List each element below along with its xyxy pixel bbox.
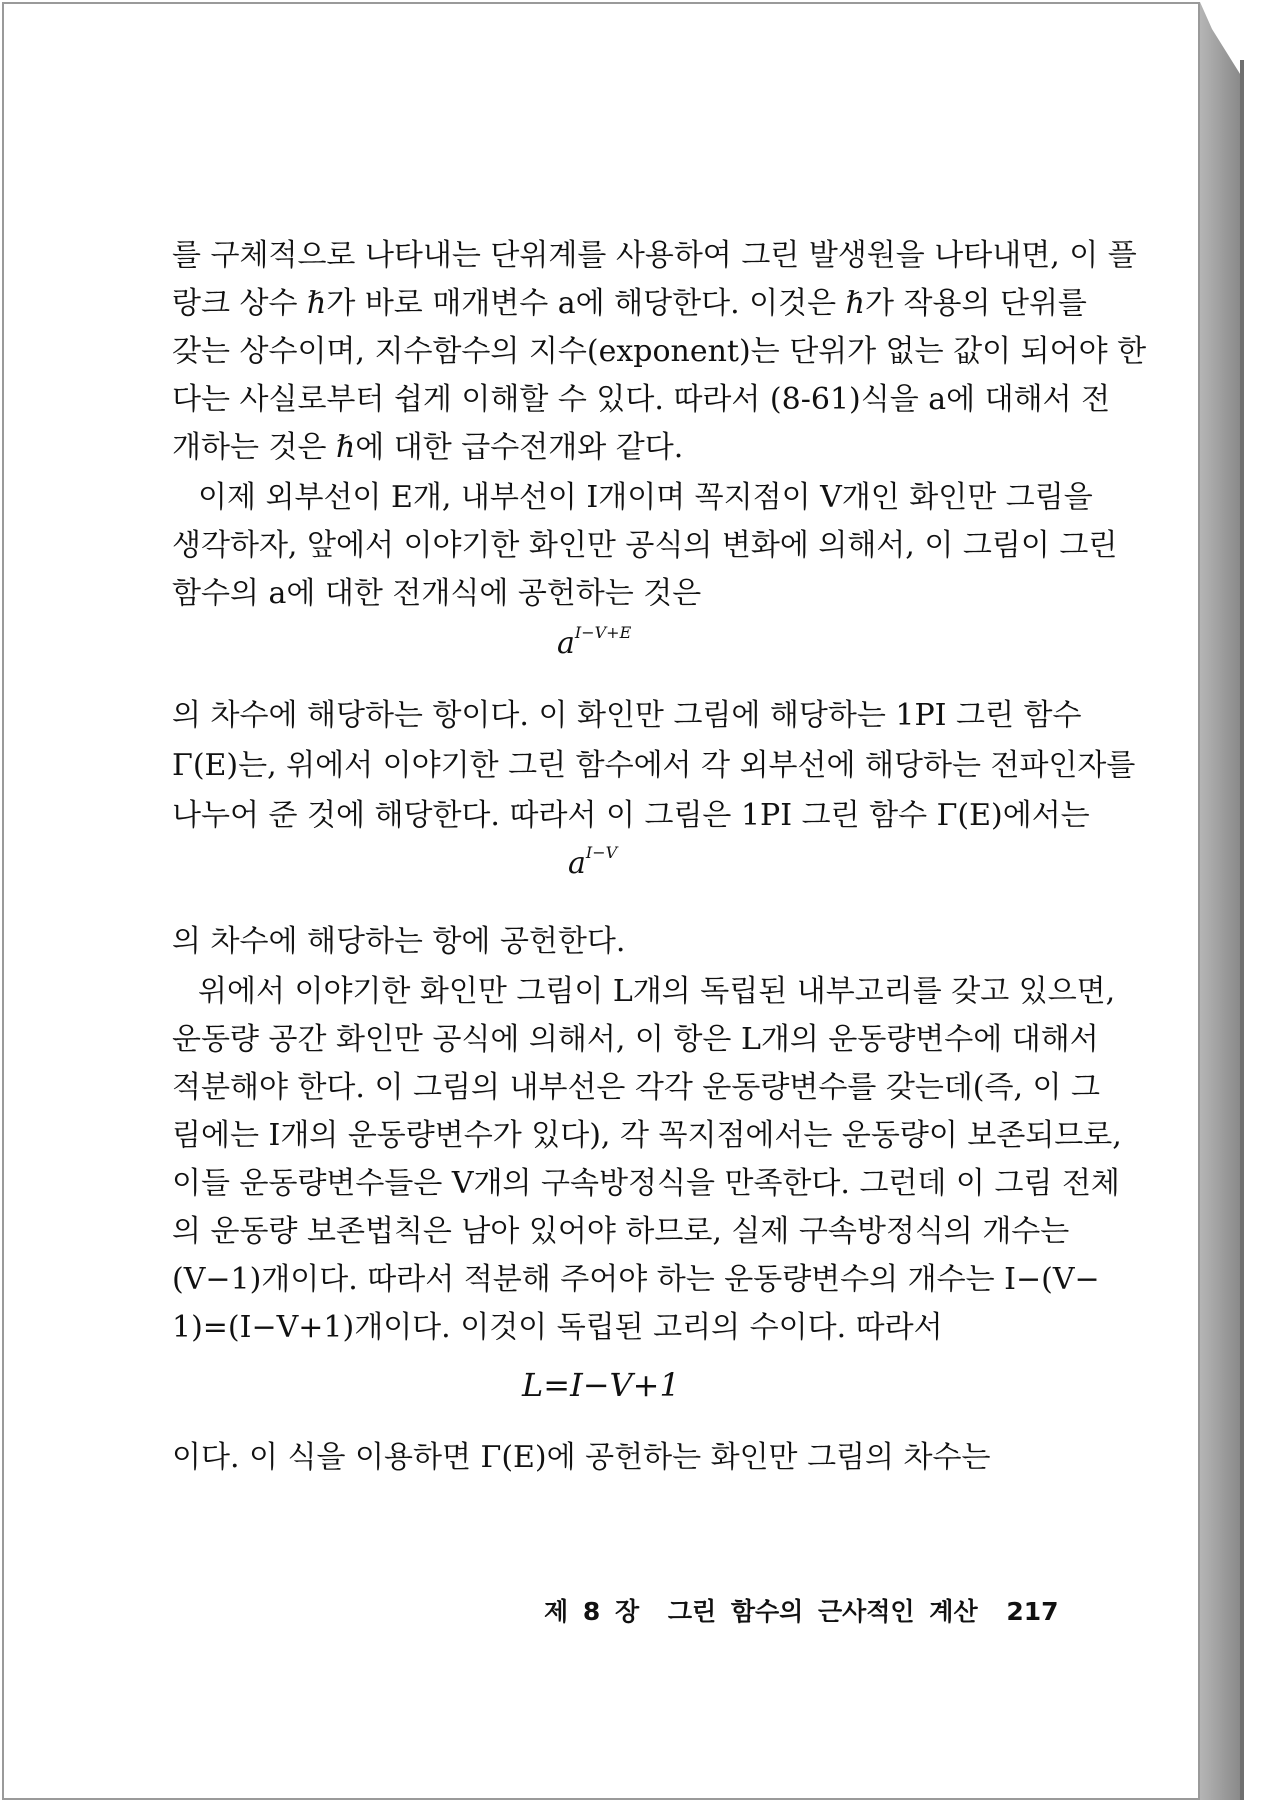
text-line: 랑크 상수 ℏ가 바로 매개변수 a에 해당한다. 이것은 ℏ가 작용의 단위를: [172, 286, 1087, 321]
text-line: 나누어 준 것에 해당한다. 따라서 이 그림은 1PI 그린 함수 Γ(E)에서는: [172, 798, 1090, 833]
text-line: 함수의 a에 대한 전개식에 공헌하는 것은: [172, 576, 702, 611]
equation-2-base: a: [568, 846, 586, 881]
running-footer: [544, 1592, 1059, 1628]
text-line: 이다. 이 식을 이용하면 Γ(E)에 공헌하는 화인만 그림의 차수는: [172, 1440, 991, 1475]
text-line: 의 차수에 해당하는 항이다. 이 화인만 그림에 해당하는 1PI 그린 함수: [172, 698, 1082, 733]
text-line: 의 차수에 해당하는 항에 공헌한다.: [172, 924, 626, 959]
text-line: 적분해야 한다. 이 그림의 내부선은 각각 운동량변수를 갖는데(즉, 이 그: [172, 1070, 1101, 1105]
equation-2-exponent: I−V: [585, 843, 618, 862]
text-line: 이제 외부선이 E개, 내부선이 I개이며 꼭지점이 V개인 화인만 그림을: [198, 480, 1093, 515]
text-line: Γ(E)는, 위에서 이야기한 그린 함수에서 각 외부선에 해당하는 전파인자를: [172, 748, 1136, 783]
footer-chapter: 제 8 장: [544, 1597, 640, 1626]
page-edge-shadow: [1200, 2, 1240, 1800]
equation-1-exponent: I−V+E: [574, 623, 632, 642]
text-line: 1)=(I−V+1)개이다. 이것이 독립된 고리의 수이다. 따라서: [172, 1310, 943, 1345]
page-edge-line: [1240, 60, 1244, 1800]
equation-1: [557, 623, 632, 661]
footer-title: 그린 함수의 근사적인 계산: [667, 1597, 978, 1626]
text-line: 다는 사실로부터 쉽게 이해할 수 있다. 따라서 (8-61)식을 a에 대해서 전: [172, 382, 1111, 417]
book-page: [2, 2, 1200, 1800]
text-line: 를 구체적으로 나타내는 단위계를 사용하여 그린 발생원을 나타내면, 이 플: [172, 238, 1137, 273]
text-line: 림에는 I개의 운동량변수가 있다), 각 꼭지점에서는 운동량이 보존되므로,: [172, 1118, 1122, 1153]
text-line: 의 운동량 보존법칙은 남아 있어야 하므로, 실제 구속방정식의 개수는: [172, 1214, 1070, 1249]
text-line: 개하는 것은 ℏ에 대한 급수전개와 같다.: [172, 430, 684, 465]
equation-1-base: a: [557, 626, 575, 661]
page-number: 217: [1006, 1597, 1059, 1626]
text-line: 운동량 공간 화인만 공식에 의해서, 이 항은 L개의 운동량변수에 대해서: [172, 1022, 1099, 1057]
equation-3: L=I−V+1: [522, 1366, 680, 1404]
text-line: 이들 운동량변수들은 V개의 구속방정식을 만족한다. 그런데 이 그림 전체: [172, 1166, 1120, 1201]
text-line: (V−1)개이다. 따라서 적분해 주어야 하는 운동량변수의 개수는 I−(V−: [172, 1262, 1100, 1297]
equation-2: [568, 843, 618, 881]
text-line: 생각하자, 앞에서 이야기한 화인만 공식의 변화에 의해서, 이 그림이 그린: [172, 528, 1118, 563]
text-line: 위에서 이야기한 화인만 그림이 L개의 독립된 내부고리를 갖고 있으면,: [198, 974, 1116, 1009]
text-line: 갖는 상수이며, 지수함수의 지수(exponent)는 단위가 없는 값이 되어야 한: [172, 334, 1147, 369]
